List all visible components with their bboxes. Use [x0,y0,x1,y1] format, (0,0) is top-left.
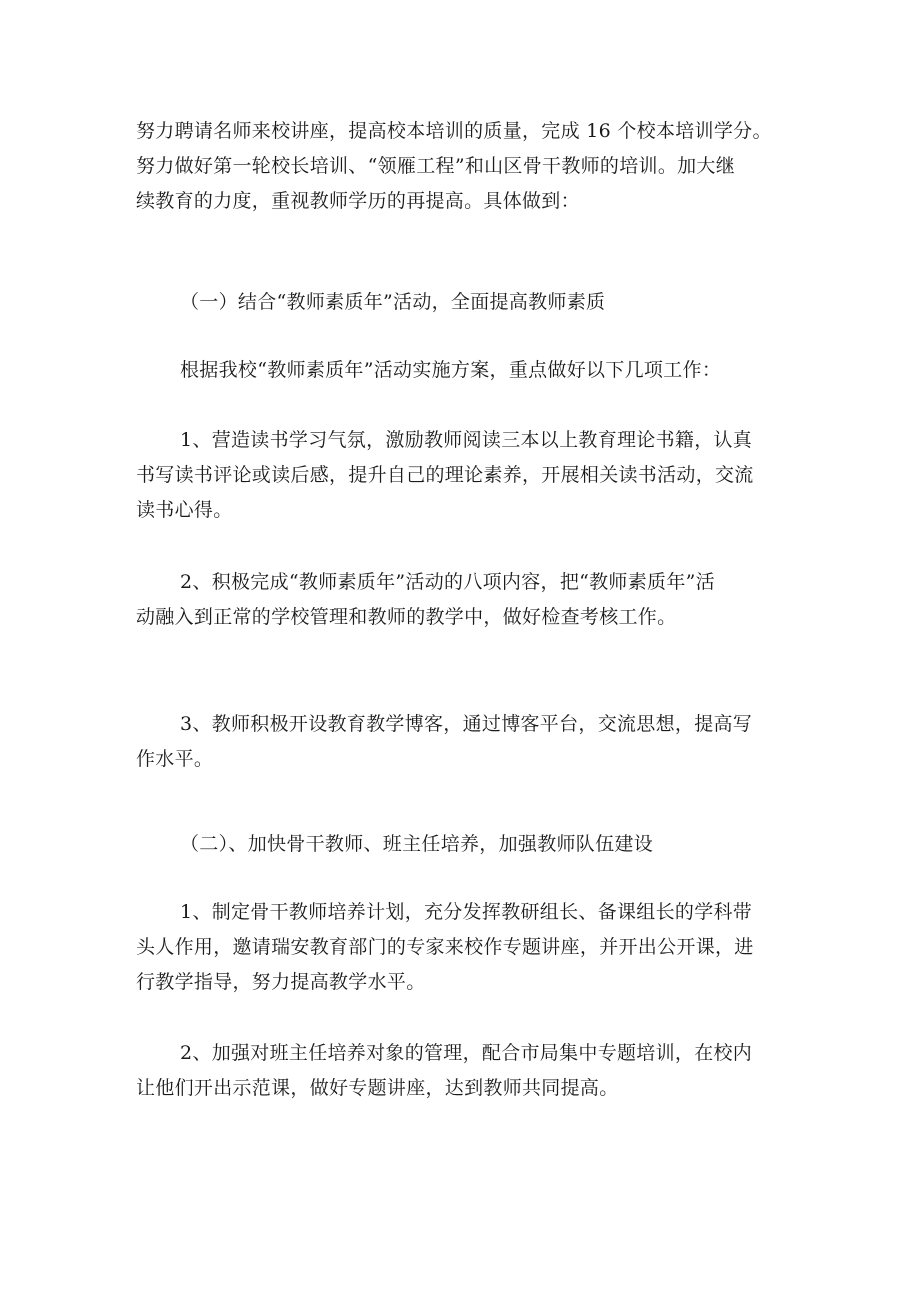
section-heading-two [136,827,796,862]
text-line: 作水平。 [136,748,214,770]
text-line: 努力聘请名师来校讲座，提高校本培训的质量，完成 16 个校本培训学分。 [136,120,772,142]
text-line: 1、制定骨干教师培养计划，充分发挥教研组长、备课组长的学科带 [180,901,753,923]
heading-line: （二）、加快骨干教师、班主任培养，加强教师队伍建设 [180,833,654,855]
text-line: 书写读书评论或读后感，提升自己的理论素养，开展相关读书活动，交流 [136,464,754,486]
section-heading-one [136,285,796,320]
list-item-blog [136,707,796,777]
text-line: 动融入到正常的学校管理和教师的教学中，做好检查考核工作。 [136,606,677,628]
heading-line: （一）结合“教师素质年”活动，全面提高教师素质 [180,291,606,313]
list-item-backbone-teachers [136,895,796,1000]
text-line: 努力做好第一轮校长培训、“领雁工程”和山区骨干教师的培训。加大继 [136,155,736,177]
paragraph-intro [136,114,796,219]
text-line: 读书心得。 [136,499,233,521]
text-line: 续教育的力度，重视教师学历的再提高。具体做到： [136,190,580,212]
text-line: 3、教师积极开设教育教学博客，通过博客平台，交流思想，提高写 [180,713,753,735]
list-item-reading [136,423,796,528]
text-line: 行教学指导，努力提高教学水平。 [136,971,426,993]
text-line: 1、营造读书学习气氛，激励教师阅读三本以上教育理论书籍，认真 [180,429,753,451]
text-line: 2、加强对班主任培养对象的管理，配合市局集中专题培训，在校内 [180,1042,753,1064]
text-line: 头人作用，邀请瑞安教育部门的专家来校作专题讲座，并开出公开课，进 [136,936,754,958]
text-line: 根据我校“教师素质年”活动实施方案，重点做好以下几项工作： [180,359,722,381]
list-item-quality-year [136,565,796,635]
text-line: 2、积极完成“教师素质年”活动的八项内容，把“教师素质年”活 [180,571,715,593]
paragraph-plan-intro [136,353,796,388]
text-line: 让他们开出示范课，做好专题讲座，达到教师共同提高。 [136,1077,619,1099]
list-item-class-teachers [136,1036,796,1106]
